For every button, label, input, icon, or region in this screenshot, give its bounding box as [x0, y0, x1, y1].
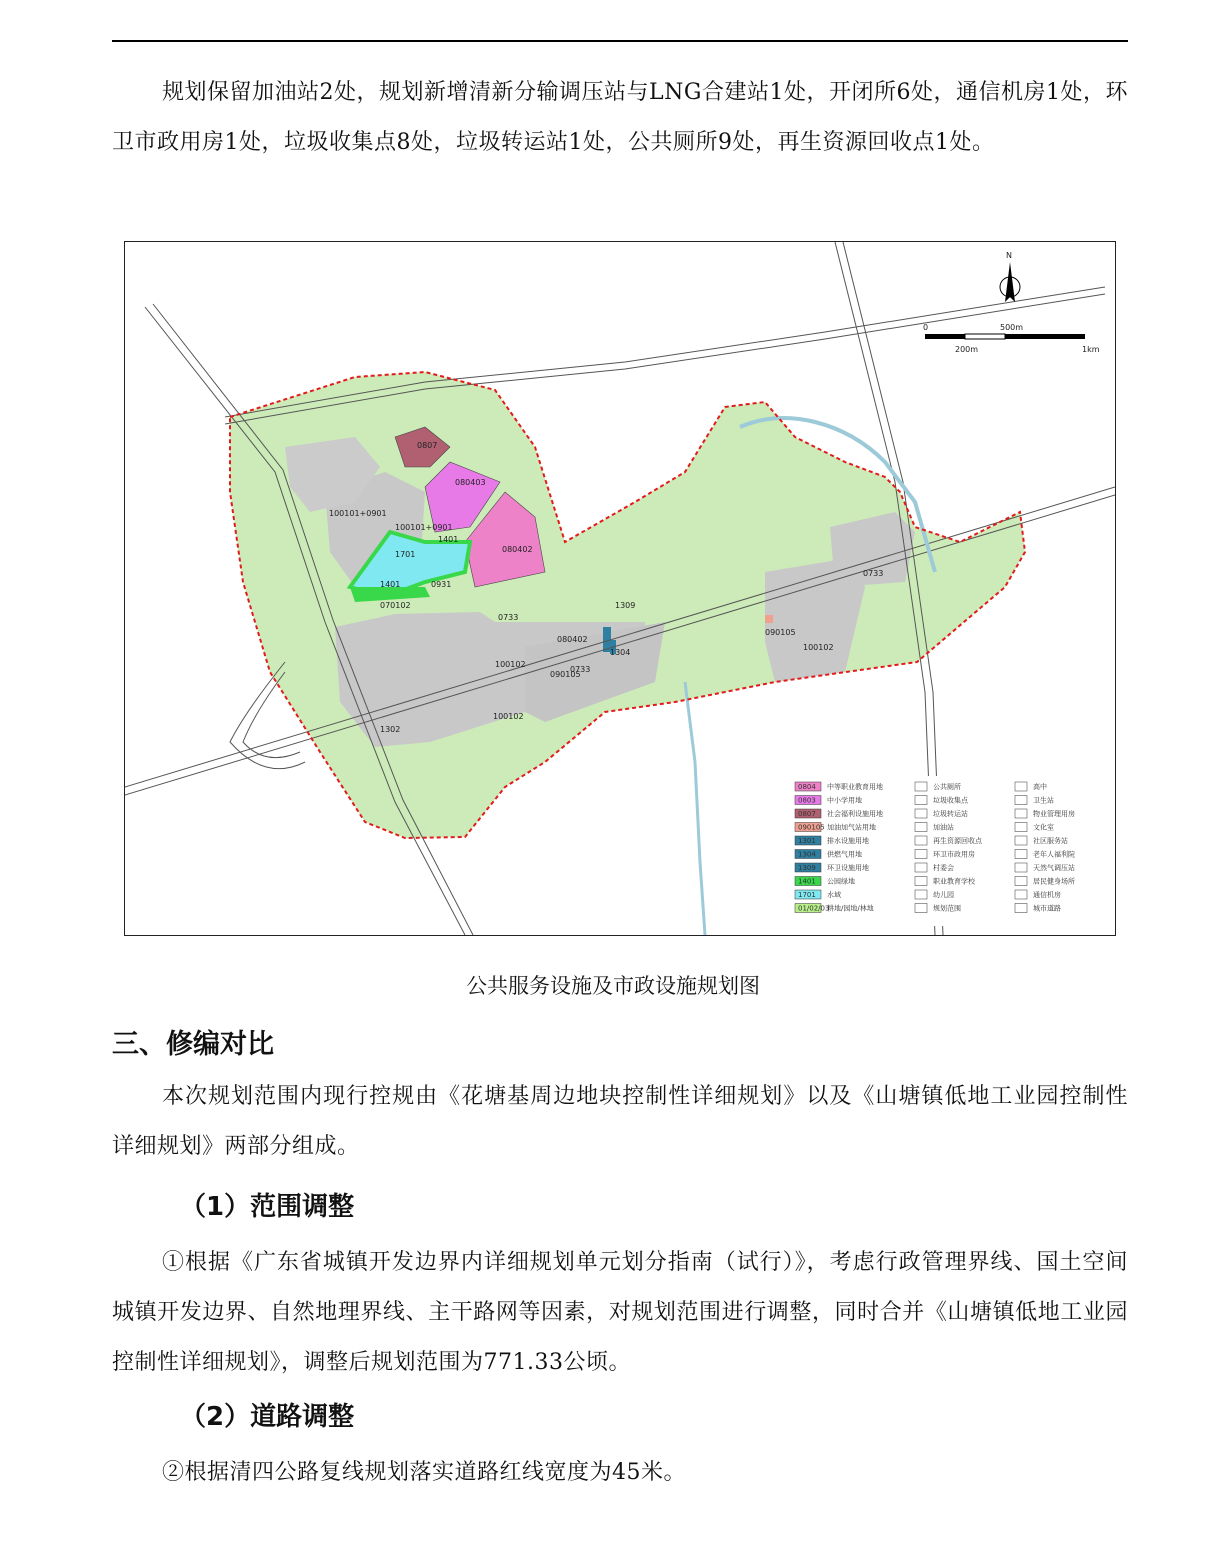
legend-symbol-icon	[915, 904, 927, 913]
legend-code: 0807	[798, 810, 816, 818]
plot-label-0733a: 0733	[498, 613, 519, 622]
plot-label-080402b: 080402	[557, 635, 588, 644]
legend-label: 幼儿园	[933, 891, 954, 899]
plot-label-100101-0901: 100101+0901	[329, 509, 387, 518]
legend-label: 职业教育学校	[933, 877, 975, 886]
plot-label-1701: 1701	[395, 550, 416, 559]
legend-label: 高中	[1033, 783, 1047, 791]
legend-label: 通信机房	[1033, 891, 1061, 899]
paragraph-roads: ②根据清四公路复线规划落实道路红线宽度为45米。	[162, 1460, 686, 1485]
plot-label-100102b: 100102	[493, 712, 524, 721]
svg-text:0: 0	[923, 323, 929, 332]
legend-label: 环卫市政用房	[933, 850, 975, 859]
legend-symbol-icon	[915, 890, 927, 899]
plot-label-070102: 070102	[380, 601, 411, 610]
legend-label: 加油加气站用地	[827, 823, 876, 832]
paragraph-current-plans: 本次规划范围内现行控规由《花塘基周边地块控制性详细规划》以及《山塘镇低地工业园控制性详细规划》两部分组成。	[112, 1084, 1128, 1159]
legend-code: 0803	[798, 796, 816, 805]
legend-label: 环卫设施用地	[827, 864, 869, 872]
legend-symbol-icon	[1015, 809, 1027, 818]
legend-label: 物业管理用房	[1033, 810, 1075, 818]
legend-label: 社区服务站	[1033, 837, 1068, 845]
legend-code: 1304	[798, 850, 816, 859]
plot-label-0807: 0807	[417, 441, 438, 450]
legend-label: 供燃气用地	[827, 850, 862, 859]
section-heading: 三、修编对比	[112, 1029, 274, 1060]
legend-code: 0804	[798, 783, 816, 791]
legend-label: 垃圾收集点	[933, 796, 968, 805]
legend-code: 1401	[798, 877, 816, 886]
legend-code: 1309	[798, 864, 816, 872]
scale-bar	[923, 323, 1100, 354]
north-arrow-icon	[1000, 251, 1020, 302]
plot-label-1401a: 1401	[438, 535, 459, 544]
svg-text:N: N	[1006, 251, 1012, 260]
legend-code: 1701	[798, 891, 816, 899]
legend-label: 老年人福利院	[1033, 850, 1075, 859]
legend-label: 天然气调压站	[1033, 864, 1075, 872]
legend-symbol-icon	[1015, 796, 1027, 805]
legend-label: 村委会	[933, 864, 954, 872]
plot-label-080403: 080403	[455, 478, 486, 487]
svg-text:200m: 200m	[955, 345, 979, 354]
svg-text:500m: 500m	[1000, 323, 1024, 332]
plot-label-1302: 1302	[380, 725, 401, 734]
legend-symbol-icon	[1015, 863, 1027, 872]
legend-label: 耕地/园地/林地	[827, 904, 874, 913]
legend-symbol-icon	[1015, 823, 1027, 832]
plot-label-100102a: 100102	[495, 660, 526, 669]
map-legend	[791, 776, 1111, 926]
map-canvas	[125, 242, 1115, 935]
plot-label-090105a: 090105	[550, 670, 581, 679]
legend-label: 垃圾转运站	[933, 810, 968, 818]
plot-label-1304: 1304	[610, 648, 631, 657]
legend-symbol-icon	[915, 796, 927, 805]
legend-symbol-icon	[1015, 890, 1027, 899]
legend-symbol-icon	[1015, 877, 1027, 886]
plot-label-080402: 080402	[502, 545, 533, 554]
legend-symbol-icon	[915, 809, 927, 818]
legend-code: 1301	[798, 837, 816, 845]
map-caption: 公共服务设施及市政设施规划图	[466, 974, 760, 998]
river	[685, 682, 705, 935]
plot-label-090105b: 090105	[765, 628, 796, 637]
plot-090105-fill	[765, 615, 773, 623]
legend-symbol-icon	[915, 823, 927, 832]
legend-label: 规划范围	[933, 904, 961, 913]
subheading-scope: （1）范围调整	[180, 1192, 355, 1222]
legend-code: 01/02/03	[798, 904, 830, 913]
legend-label: 中小学用地	[827, 796, 862, 805]
legend-symbol-icon	[1015, 850, 1027, 859]
subheading-roads: （2）道路调整	[180, 1402, 355, 1432]
legend-symbol-icon	[915, 863, 927, 872]
legend-symbol-icon	[915, 877, 927, 886]
legend-symbol-icon	[915, 782, 927, 791]
plot-label-0931: 0931	[431, 580, 452, 589]
legend-label: 中等职业教育用地	[827, 783, 883, 791]
legend-label: 再生资源回收点	[933, 837, 982, 845]
legend-symbol-icon	[915, 850, 927, 859]
planning-map	[124, 241, 1116, 936]
legend-label: 卫生站	[1033, 796, 1054, 805]
legend-code: 090105	[798, 823, 825, 832]
plot-label-0733b: 0733	[570, 665, 591, 674]
legend-label: 加油站	[933, 823, 954, 832]
legend-label: 公共厕所	[933, 783, 961, 791]
header-rule	[112, 40, 1128, 42]
legend-label: 城市道路	[1033, 904, 1061, 913]
legend-symbol-icon	[1015, 904, 1027, 913]
legend-label: 公园绿地	[827, 877, 855, 886]
plot-label-100101-0901b: 100101+0901	[395, 523, 453, 532]
legend-label: 水域	[827, 891, 841, 899]
legend-label: 社会福利设施用地	[827, 810, 883, 818]
legend-label: 居民健身场所	[1033, 877, 1075, 886]
legend-symbol-icon	[1015, 836, 1027, 845]
plot-label-1401b: 1401	[380, 580, 401, 589]
legend-symbol-icon	[1015, 782, 1027, 791]
paragraph-facilities: 规划保留加油站2处，规划新增清新分输调压站与LNG合建站1处，开闭所6处，通信机房1处，环卫市政用房1处，垃圾收集点8处，垃圾转运站1处，公共厕所9处，再生资源回收点1处。	[112, 80, 1128, 155]
svg-text:1km: 1km	[1082, 345, 1100, 354]
plot-label-100102c: 100102	[803, 643, 834, 652]
legend-symbol-icon	[915, 836, 927, 845]
legend-label: 排水设施用地	[827, 837, 869, 845]
plot-label-0733c: 0733	[863, 569, 884, 578]
paragraph-scope: ①根据《广东省城镇开发边界内详细规划单元划分指南（试行）》，考虑行政管理界线、国土空间城镇开发边界、自然地理界线、主干路网等因素，对规划范围进行调整，同时合并《山塘镇低地工业园控制性详细规划》，调整后规划范围为771.33公顷。	[112, 1250, 1128, 1375]
legend-label: 文化室	[1033, 823, 1054, 832]
plot-label-1309: 1309	[615, 601, 636, 610]
